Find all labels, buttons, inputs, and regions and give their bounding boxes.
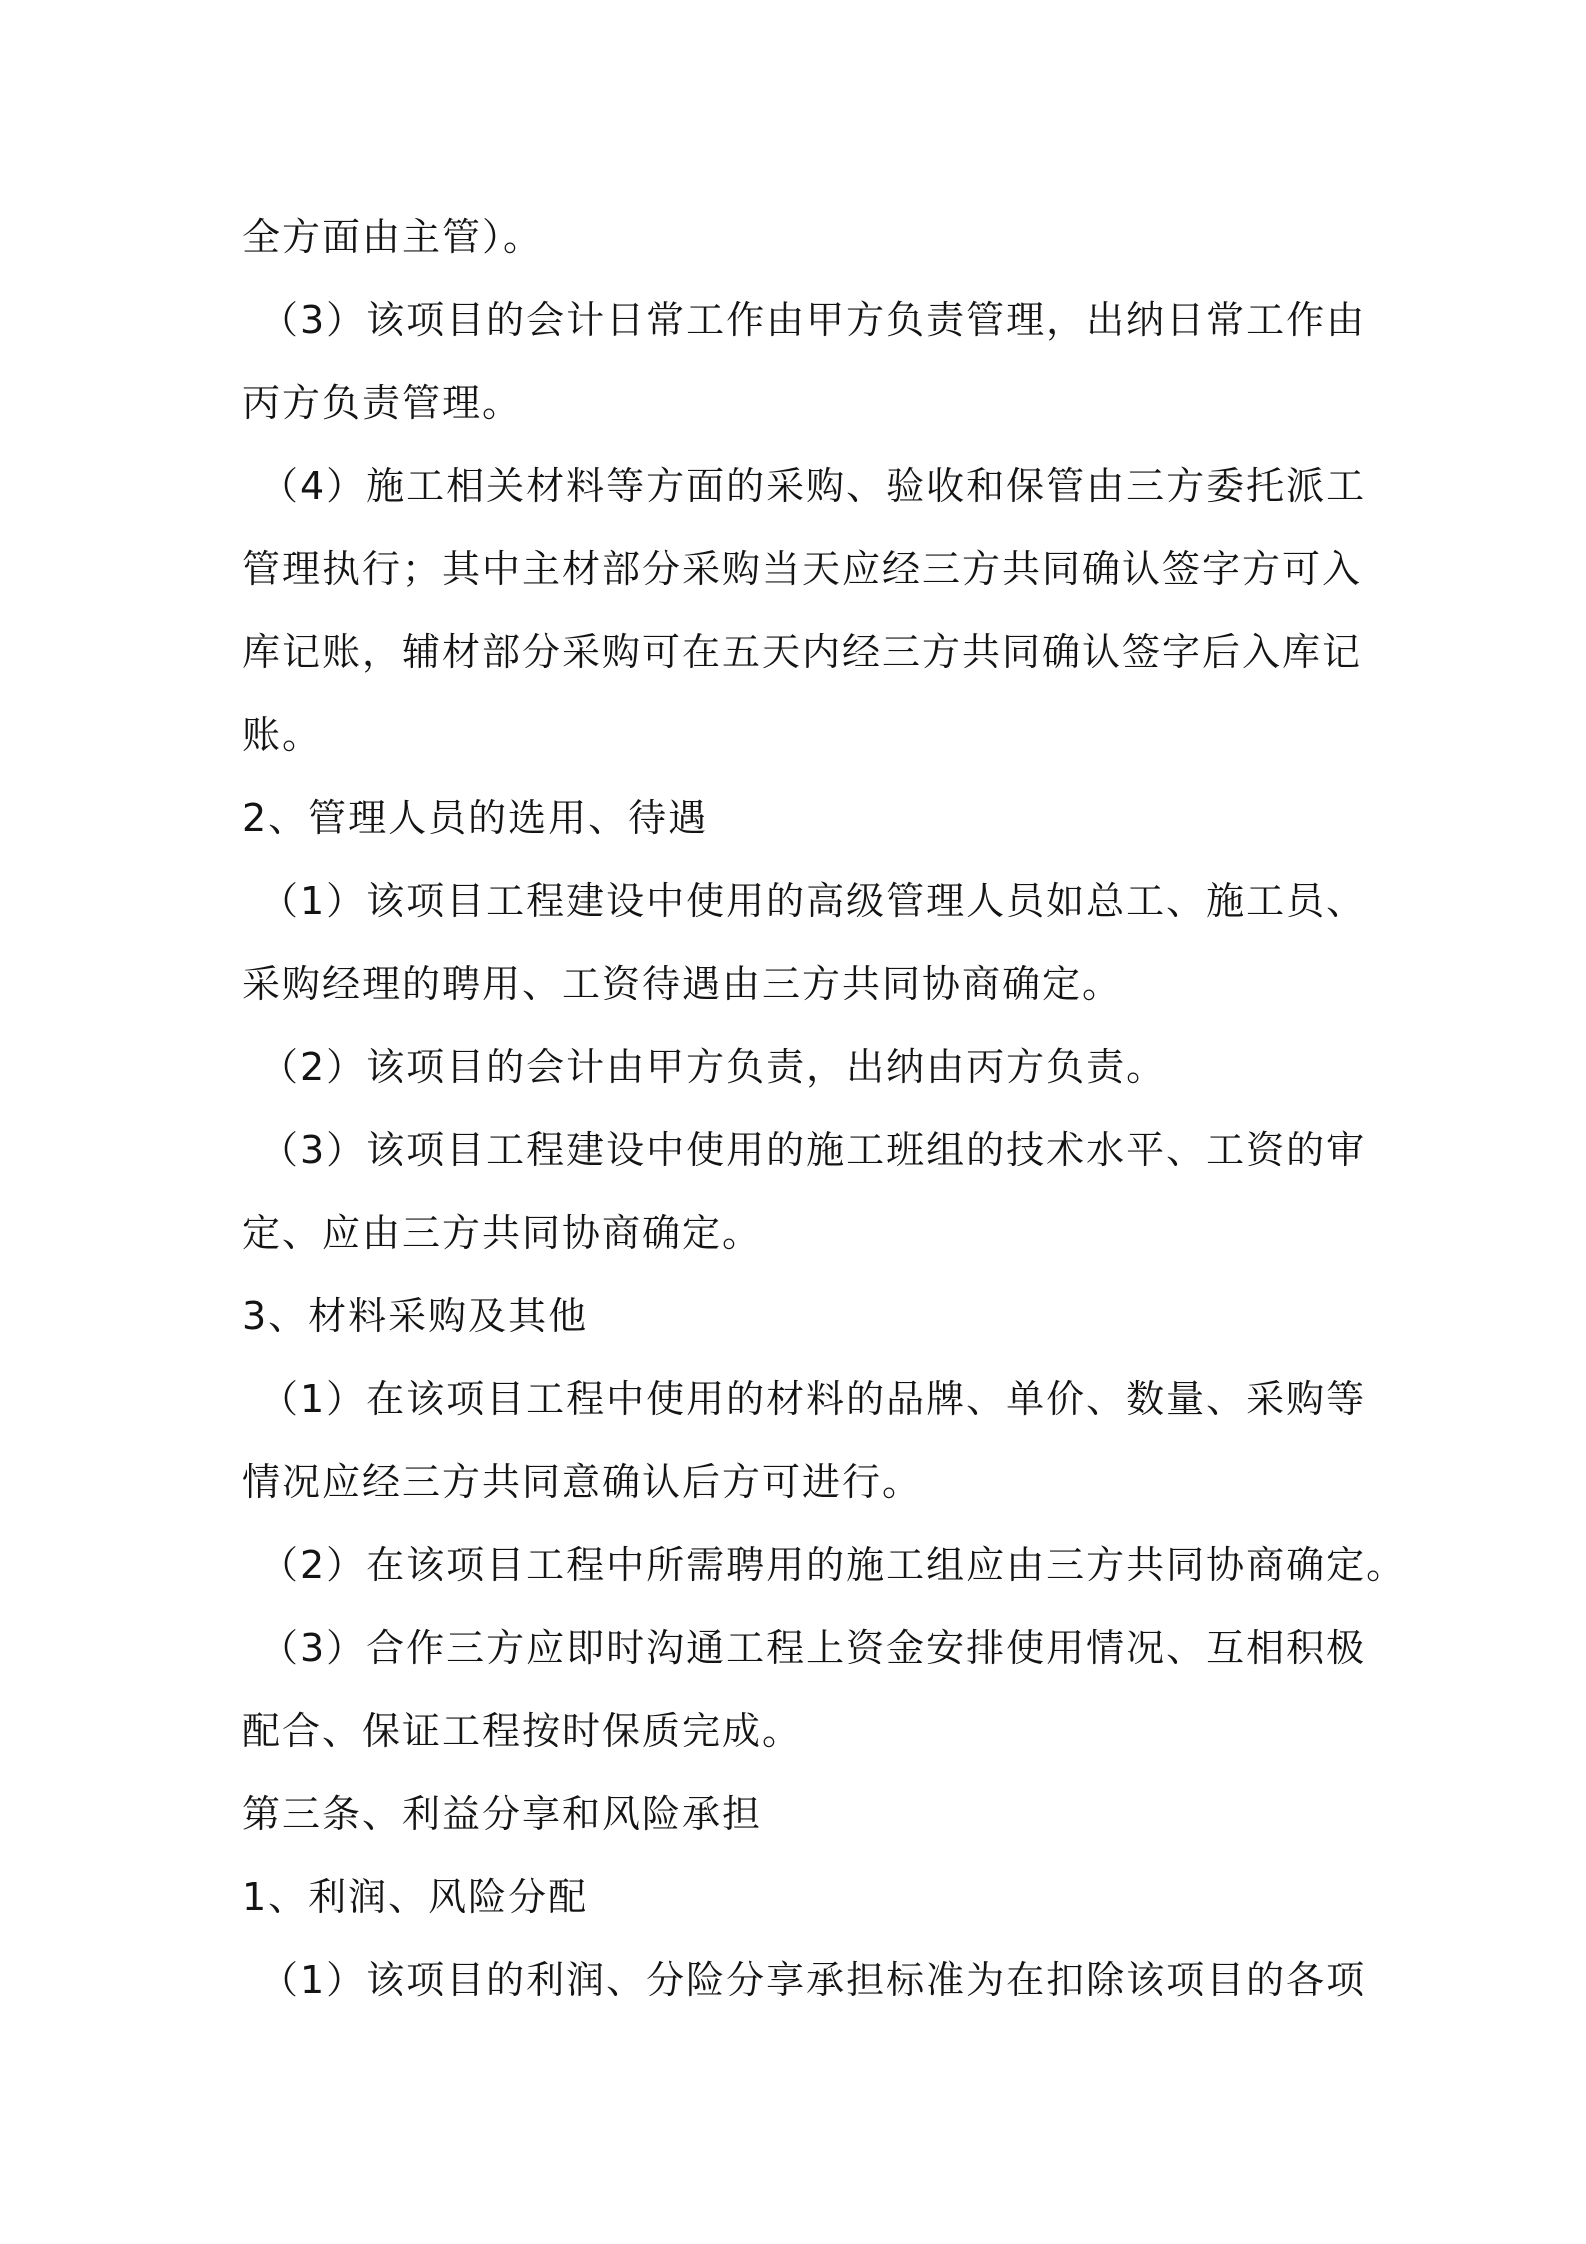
text-line: 配合、保证工程按时保质完成。 — [242, 1709, 803, 1753]
clause-line: （4）施工相关材料等方面的采购、验收和保管由三方委托派工 — [260, 464, 1367, 508]
clause-line: （1）该项目工程建设中使用的高级管理人员如总工、施工员、 — [260, 879, 1367, 923]
section-heading: 2、管理人员的选用、待遇 — [242, 796, 709, 840]
clause-line: （2）在该项目工程中所需聘用的施工组应由三方共同协商确定。 — [260, 1543, 1407, 1587]
clause-line: （3）该项目的会计日常工作由甲方负责管理，出纳日常工作由 — [260, 298, 1367, 342]
section-heading: 3、材料采购及其他 — [242, 1294, 589, 1338]
text-line: 管理执行；其中主材部分采购当天应经三方共同确认签字方可入 — [242, 547, 1363, 591]
document-body — [242, 196, 1407, 2022]
clause-line: （3）合作三方应即时沟通工程上资金安排使用情况、互相积极 — [260, 1626, 1367, 1670]
text-line: 采购经理的聘用、工资待遇由三方共同协商确定。 — [242, 962, 1123, 1006]
section-heading: 1、利润、风险分配 — [242, 1875, 589, 1919]
text-line: 全方面由主管）。 — [242, 215, 544, 259]
clause-line: （1）在该项目工程中使用的材料的品牌、单价、数量、采购等 — [260, 1377, 1367, 1421]
text-line: 丙方负责管理。 — [242, 381, 523, 425]
clause-line: （2）该项目的会计由甲方负责，出纳由丙方负责。 — [260, 1045, 1167, 1089]
text-line: 定、应由三方共同协商确定。 — [242, 1211, 763, 1255]
article-heading: 第三条、利益分享和风险承担 — [242, 1792, 763, 1836]
text-line: 库记账，辅材部分采购可在五天内经三方共同确认签字后入库记 — [242, 630, 1363, 674]
text-line: 情况应经三方共同意确认后方可进行。 — [242, 1460, 923, 1504]
text-line: 账。 — [242, 713, 323, 757]
clause-line: （1）该项目的利润、分险分享承担标准为在扣除该项目的各项 — [260, 1958, 1367, 2002]
clause-line: （3）该项目工程建设中使用的施工班组的技术水平、工资的审 — [260, 1128, 1367, 1172]
